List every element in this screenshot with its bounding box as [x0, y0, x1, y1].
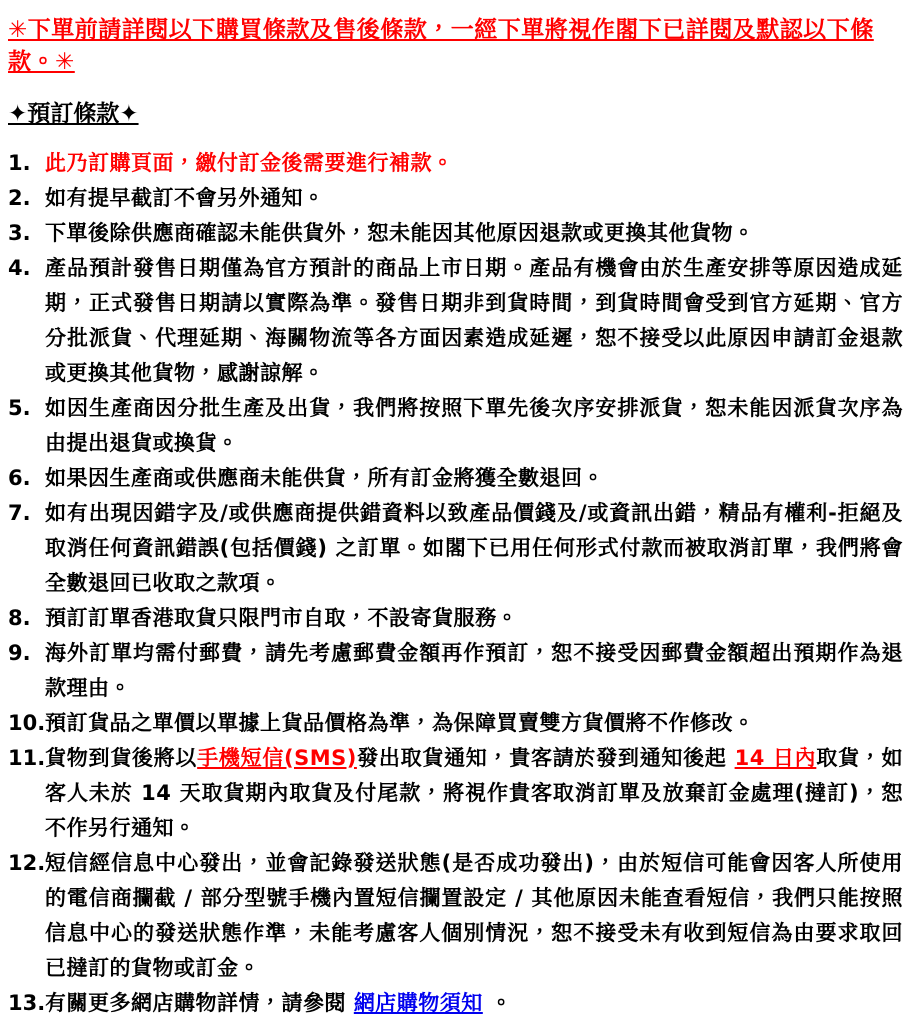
term-item-9 [8, 636, 903, 706]
term-text: 如有提早截訂不會另外通知。 [45, 186, 325, 210]
shop-guide-link[interactable]: 網店購物須知 [353, 991, 483, 1015]
term-text: 產品預計發售日期僅為官方預計的商品上市日期。產品有機會由於生產安排等原因造成延期，正式發售日期請以實際為準。發售日期非到貨時間，到貨時間會受到官方延期、官方分批派貨、代理延期、海關物流等各方面因素造成延遲，恕不接受以此原因申請訂金退款或更換其他貨物，感謝諒解。 [45, 256, 903, 385]
term-text-red-underline: 14 日內 [734, 746, 817, 770]
term-item-4 [8, 251, 903, 391]
term-number: 10. [8, 711, 46, 735]
term-number: 4. [8, 256, 31, 280]
term-item-13 [8, 986, 903, 1021]
term-number: 2. [8, 186, 31, 210]
term-item-12 [8, 846, 903, 986]
term-text: 發出取貨通知，貴客請於發到通知後起 [356, 746, 735, 770]
term-number: 13. [8, 991, 46, 1015]
term-number: 7. [8, 501, 31, 525]
term-number: 12. [8, 851, 46, 875]
term-item-6 [8, 461, 903, 496]
term-text: 如因生產商因分批生產及出貨，我們將按照下單先後次序安排派貨，恕未能因派貨次序為由提出退貨或換貨。 [45, 396, 903, 455]
term-text: 預訂訂單香港取貨只限門市自取，不設寄貨服務。 [45, 606, 518, 630]
terms-list [8, 146, 903, 1021]
term-text-red: 此乃訂購頁面，繳付訂金後需要進行補款。 [45, 151, 454, 175]
term-number: 3. [8, 221, 31, 245]
term-item-1 [8, 146, 903, 181]
term-number: 6. [8, 466, 31, 490]
term-item-11 [8, 741, 903, 846]
section-title [8, 98, 903, 130]
term-text: 短信經信息中心發出，並會記錄發送狀態(是否成功發出)，由於短信可能會因客人所使用的電信商攔截 / 部分型號手機內置短信攔置設定 / 其他原因未能查看短信，我們只能按照信息中心的發送狀態作準，未能考慮客人個別情況，恕不接受未有收到短信為由要求取回已撻訂的貨物或訂金。 [45, 851, 903, 980]
term-text: 如果因生產商或供應商未能供貨，所有訂金將獲全數退回。 [45, 466, 604, 490]
term-text: 海外訂單均需付郵費，請先考慮郵費金額再作預訂，恕不接受因郵費金額超出預期作為退款理由。 [45, 641, 903, 700]
term-number: 9. [8, 641, 31, 665]
term-item-2 [8, 181, 903, 216]
term-item-7 [8, 496, 903, 601]
term-text: 如有出現因錯字及/或供應商提供錯資料以致產品價錢及/或資訊出錯，精品有權利-拒絕及取消任何資訊錯誤(包括價錢) 之訂單。如閣下已用任何形式付款而被取消訂單，我們將會全數退回已收取之款項。 [45, 501, 903, 595]
term-text: 有關更多網店購物詳情，請參閱 [45, 991, 354, 1015]
term-item-3 [8, 216, 903, 251]
term-text: 取貨，如客人未於 14 天取貨期內取貨及付尾款，將視作貴客取消訂單及放棄訂金處理(撻訂)，恕不作另行通知。 [45, 746, 904, 840]
pre-order-terms-page [8, 14, 903, 1021]
term-text: 。 [482, 991, 513, 1015]
term-item-5 [8, 391, 903, 461]
term-number: 11. [8, 746, 46, 770]
term-text: 預訂貨品之單價以單據上貨品價格為準，為保障買賣雙方貨價將不作修改。 [45, 711, 755, 735]
section-title-text: ✦預訂條款✦ [8, 101, 139, 127]
term-text: 下單後除供應商確認未能供貨外，恕未能因其他原因退款或更換其他貨物。 [45, 221, 755, 245]
term-item-10 [8, 706, 903, 741]
term-item-8 [8, 601, 903, 636]
pre-order-warning-notice: ✳下單前請詳閱以下購買條款及售後條款，一經下單將視作閣下已詳閱及默認以下條款。✳ [8, 17, 874, 75]
term-number: 8. [8, 606, 31, 630]
term-text: 貨物到貨後將以 [45, 746, 198, 770]
term-number: 5. [8, 396, 31, 420]
term-number: 1. [8, 151, 31, 175]
term-text-red-underline: 手機短信(SMS) [197, 746, 357, 770]
